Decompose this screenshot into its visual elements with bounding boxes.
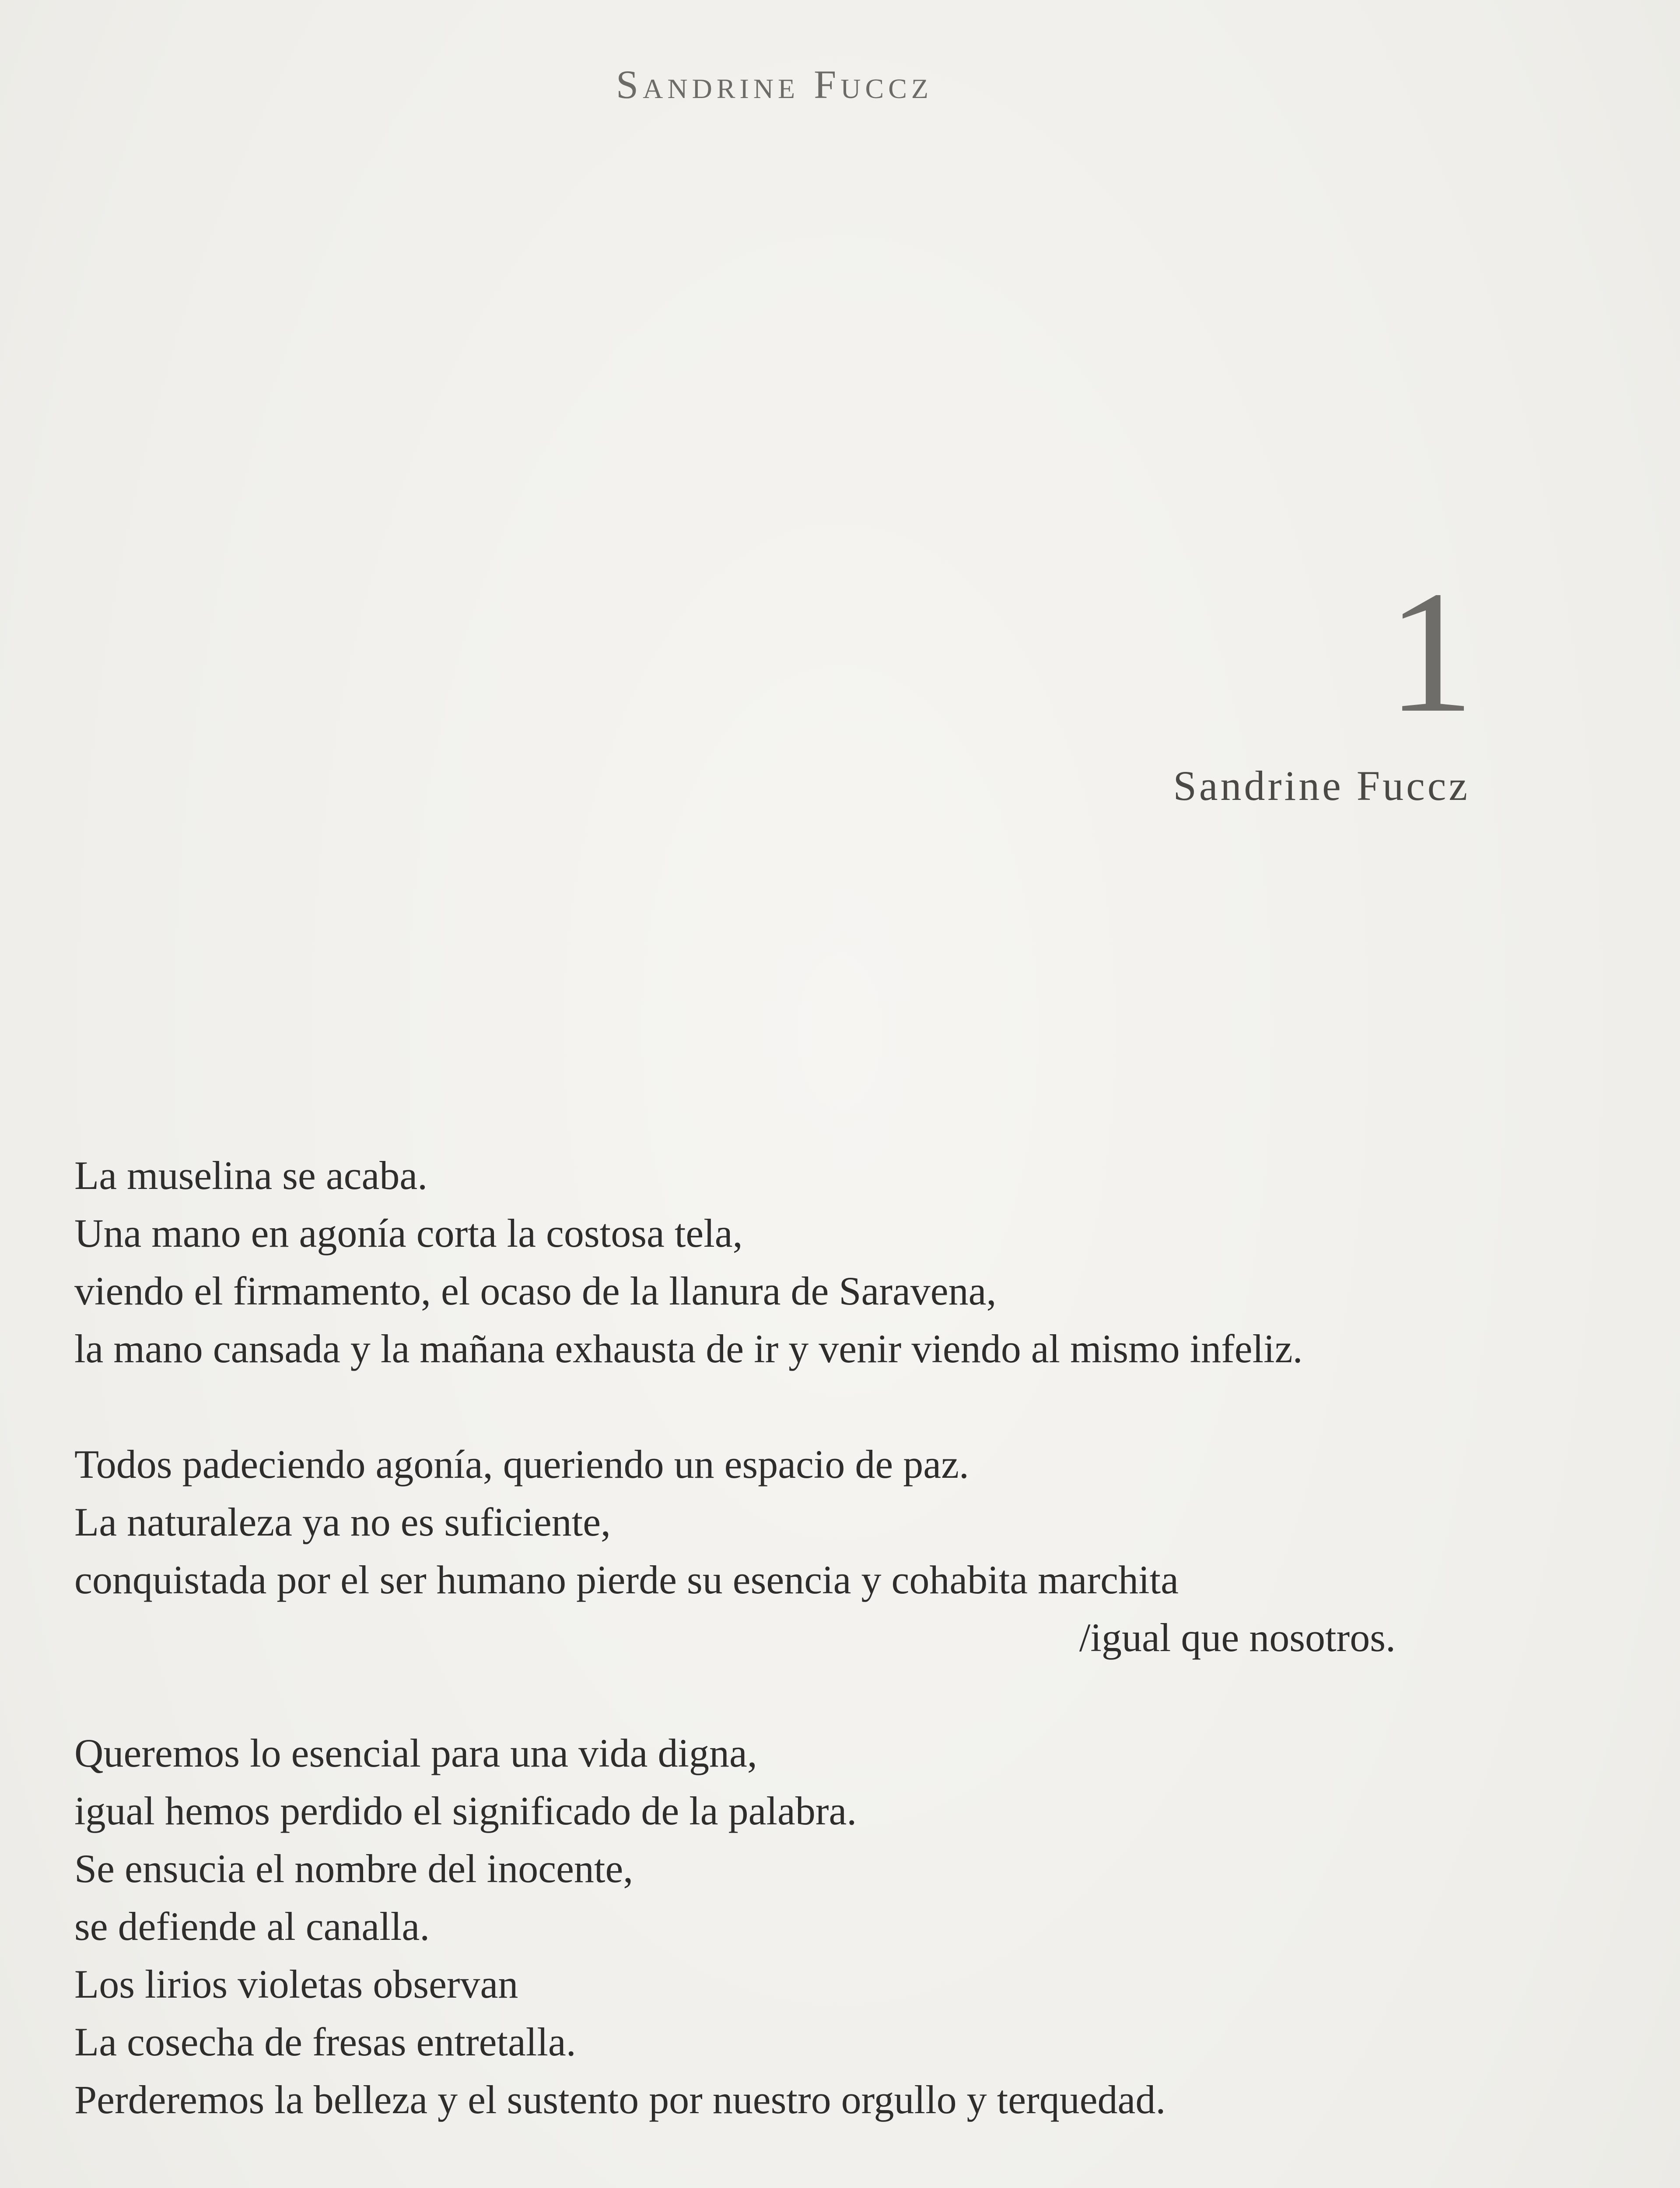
poem-line: viendo el firmamento, el ocaso de la llanura de Saravena, bbox=[74, 1269, 997, 1313]
stanza-4 bbox=[74, 2186, 1518, 2188]
poem-line: igual hemos perdido el significado de la palabra. bbox=[74, 1788, 857, 1833]
chapter-author: Sandrine Fuccz bbox=[1173, 762, 1470, 809]
poem-line: Perderemos la belleza y el sustento por nuestro orgullo y terquedad. bbox=[74, 2077, 1166, 2122]
poem-body bbox=[74, 1147, 1518, 2188]
running-header: Sandrine Fuccz bbox=[616, 62, 933, 107]
poem-line: Queremos lo esencial para una vida digna, bbox=[74, 1731, 757, 1775]
poem-line: Todos padeciendo agonía, queriendo un espacio de paz. bbox=[74, 1442, 969, 1487]
poem-line: conquistada por el ser humano pierde su esencia y cohabita marchita bbox=[74, 1557, 1179, 1602]
poem-line: Los lirios violetas observan bbox=[74, 1962, 518, 2006]
poem-line: La cosecha de fresas entretalla. bbox=[74, 2020, 576, 2064]
poem-line: La naturaleza ya no es suficiente, bbox=[74, 1500, 611, 1544]
poem-line: Se ensucia el nombre del inocente, bbox=[74, 1846, 634, 1891]
poem-line: La muselina se acaba. bbox=[74, 1153, 428, 1198]
poem-line: la mano cansada y la mañana exhausta de ir y venir viendo al mismo infeliz. bbox=[74, 1326, 1303, 1371]
poem-line: se defiende al canalla. bbox=[74, 1904, 430, 1949]
poem-line bbox=[74, 2186, 1518, 2188]
poem-line-indented: /igual que nosotros. bbox=[1079, 1615, 1396, 1660]
stanza-1 bbox=[74, 1147, 1518, 1378]
stanza-2 bbox=[74, 1435, 1518, 1666]
poem-line: Una mano en agonía corta la costosa tela, bbox=[74, 1211, 743, 1255]
stanza-3 bbox=[74, 1724, 1518, 2128]
chapter-number: 1 bbox=[1387, 555, 1474, 749]
